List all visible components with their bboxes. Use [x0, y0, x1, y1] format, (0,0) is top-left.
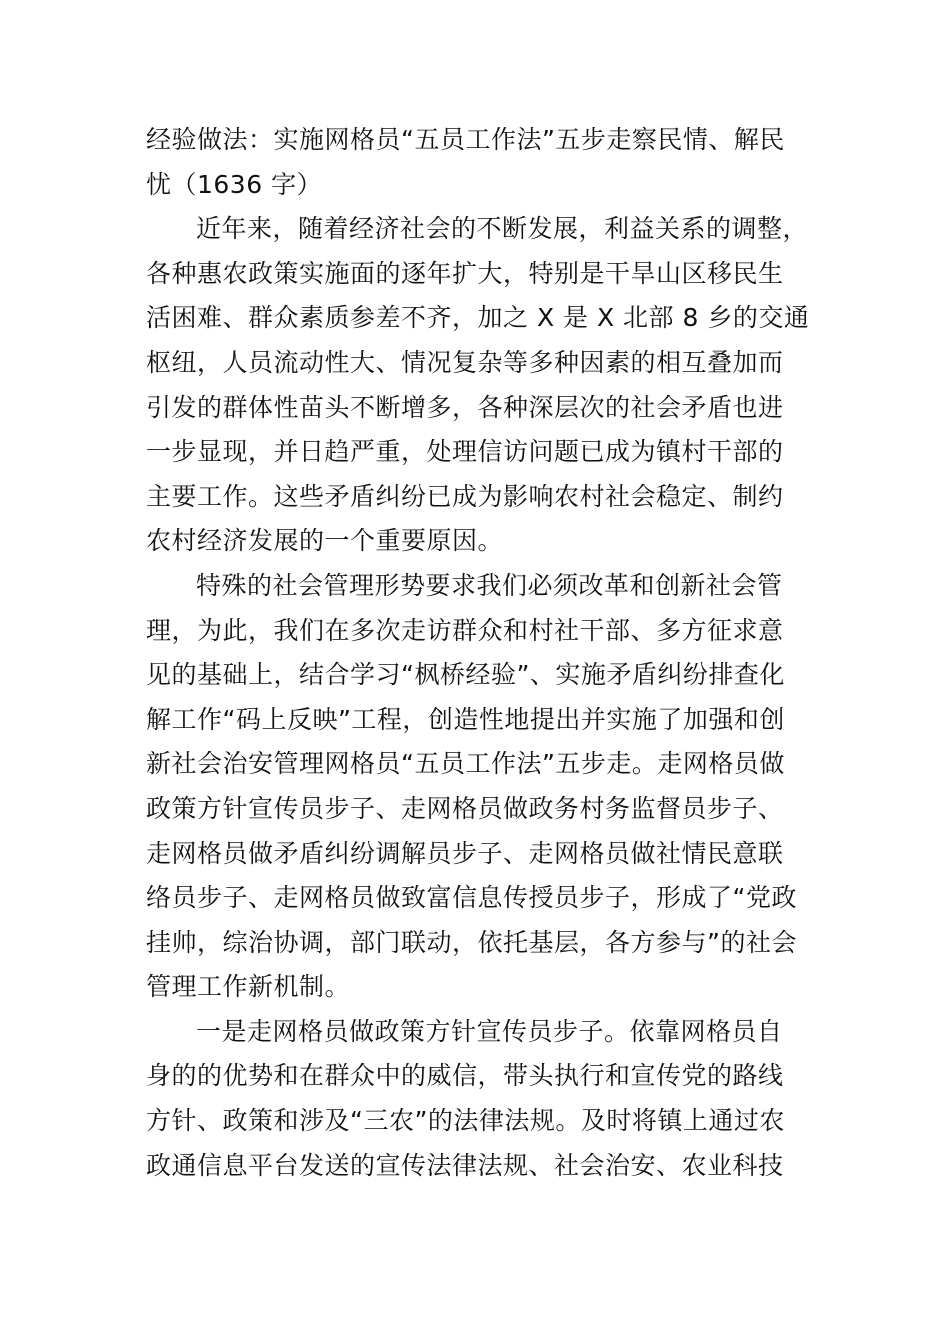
- paragraph-line: 解工作“码上反映”工程，创造性地提出并实施了加强和创: [146, 704, 785, 734]
- paragraph-line: 政策方针宣传员步子、走网格员做政务村务监督员步子、: [146, 793, 784, 823]
- paragraph-line: 近年来，随着经济社会的不断发展，利益关系的调整，: [196, 214, 809, 244]
- paragraph-line: 活困难、群众素质参差不齐，加之 X 是 X 北部 8 乡的交通: [146, 303, 810, 333]
- paragraph-line: 各种惠农政策实施面的逐年扩大，特别是干旱山区移民生: [146, 258, 784, 288]
- document-body: [146, 118, 810, 1188]
- paragraph-line: 挂帅，综治协调，部门联动，依托基层，各方参与”的社会: [146, 927, 797, 957]
- paragraph-line: 主要工作。这些矛盾纠纷已成为影响农村社会稳定、制约: [146, 481, 784, 511]
- paragraph-line: 一步显现，并日趋严重，处理信访问题已成为镇村干部的: [146, 437, 784, 467]
- paragraph-line: 枢纽，人员流动性大、情况复杂等多种因素的相互叠加而: [146, 347, 784, 377]
- paragraph-line: 新社会治安管理网格员“五员工作法”五步走。走网格员做: [146, 749, 785, 779]
- document-title: [146, 118, 806, 207]
- paragraph-line: 理，为此，我们在多次走访群众和村社干部、多方征求意: [146, 615, 784, 645]
- paragraph-line: 走网格员做矛盾纠纷调解员步子、走网格员做社情民意联: [146, 838, 784, 868]
- paragraph-line: 身的的优势和在群众中的威信，带头执行和宣传党的路线: [146, 1061, 784, 1091]
- paragraph-line: 一是走网格员做政策方针宣传员步子。依靠网格员自: [196, 1016, 783, 1046]
- paragraph-line: 政通信息平台发送的宣传法律法规、社会治安、农业科技: [146, 1150, 784, 1180]
- paragraph-line: 特殊的社会管理形势要求我们必须改革和创新社会管: [196, 570, 783, 600]
- paragraph-line: 方针、政策和涉及“三农”的法律法规。及时将镇上通过农: [146, 1106, 785, 1136]
- title-line: 经验做法：实施网格员“五员工作法”五步走察民情、解民: [146, 125, 785, 154]
- paragraph-line: 农村经济发展的一个重要原因。: [146, 526, 504, 556]
- paragraph-line: 管理工作新机制。: [146, 972, 351, 1002]
- paragraph-line: 引发的群体性苗头不断增多，各种深层次的社会矛盾也进: [146, 392, 784, 422]
- paragraph-2: [146, 564, 806, 1010]
- paragraph-1: [146, 207, 810, 564]
- paragraph-3: [146, 1010, 806, 1188]
- title-line: 忧（1636 字）: [146, 169, 323, 199]
- paragraph-line: 络员步子、走网格员做致富信息传授员步子，形成了“党政: [146, 883, 797, 913]
- paragraph-line: 见的基础上，结合学习“枫桥经验”、实施矛盾纠纷排查化: [146, 660, 785, 690]
